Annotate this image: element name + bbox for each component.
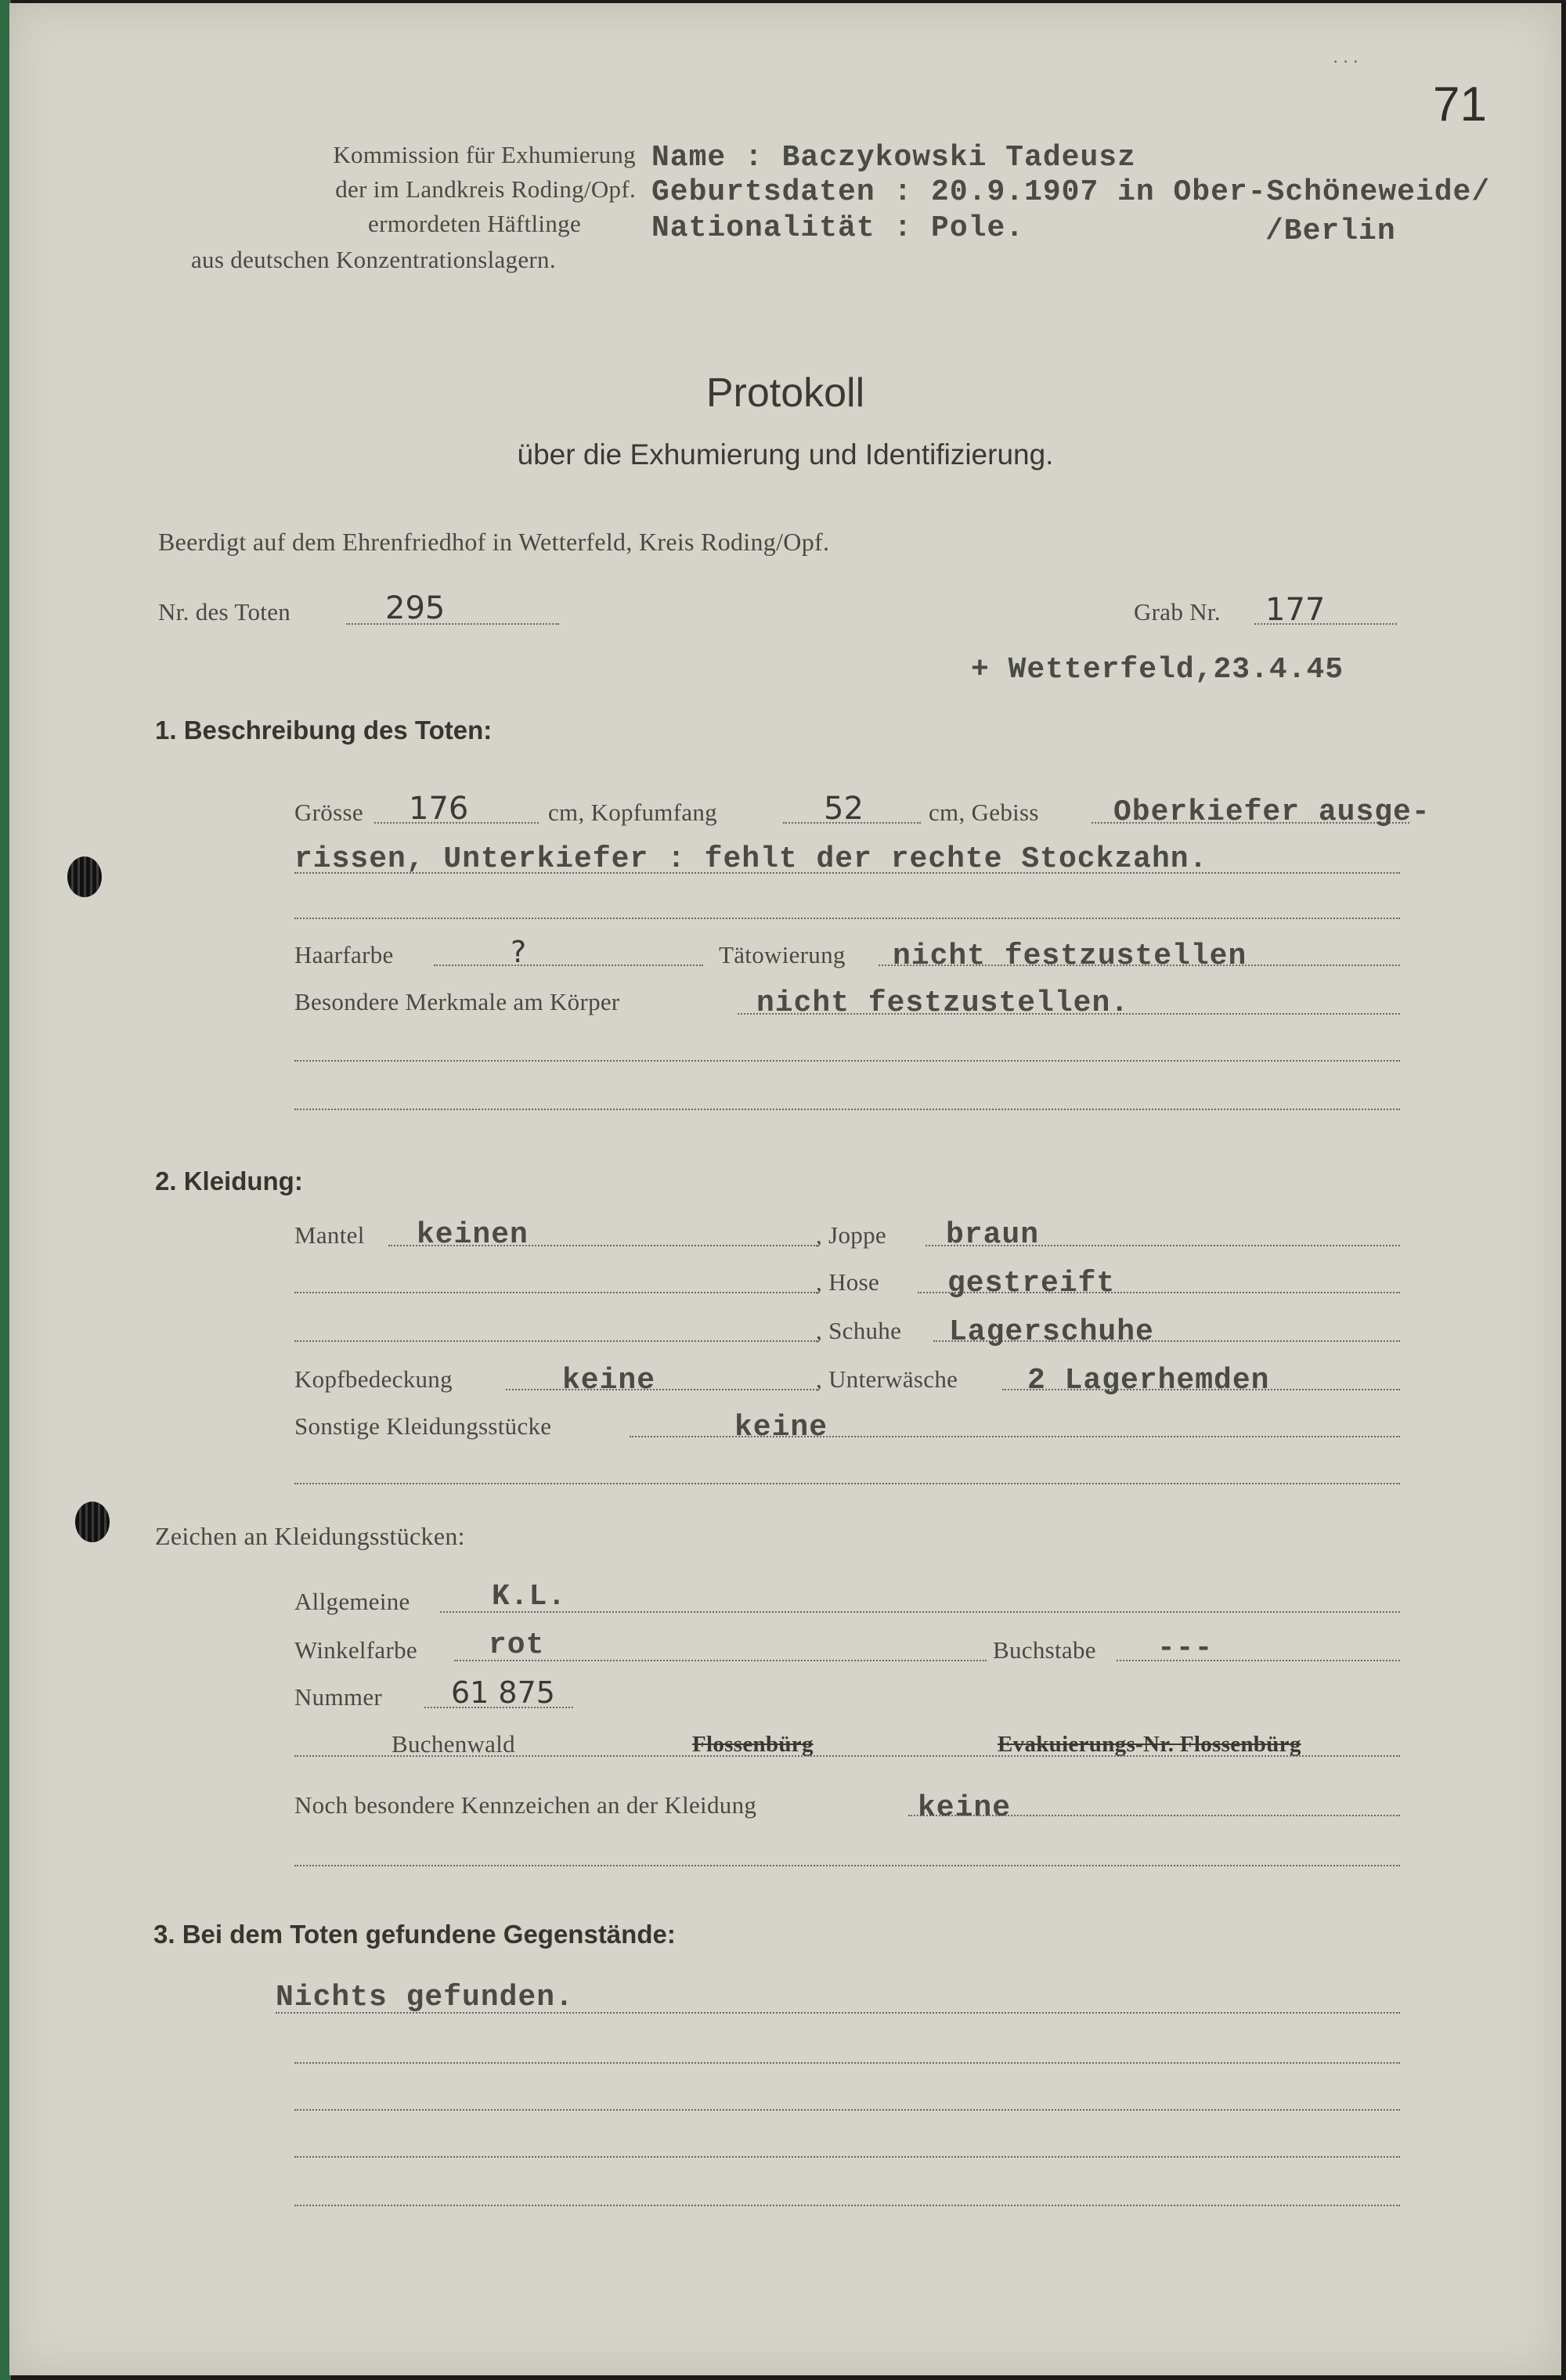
headwear-value: keine — [562, 1364, 656, 1397]
marks-section-heading: Zeichen an Kleidungsstücken: — [155, 1522, 465, 1550]
trousers-value: gestreift — [947, 1267, 1116, 1300]
underwear-label: , Unterwäsche — [816, 1365, 958, 1393]
coat-label: Mantel — [294, 1221, 365, 1249]
camp-buchenwald: Buchenwald — [392, 1730, 515, 1758]
general-value: K.L. — [492, 1580, 567, 1614]
head-value: 52 — [824, 791, 864, 827]
other-clothes-label: Sonstige Kleidungsstücke — [294, 1412, 552, 1440]
shoes-blank — [294, 1340, 817, 1342]
size-label: Grösse — [294, 799, 363, 826]
punch-hole-lower — [75, 1502, 110, 1542]
blank-line-4 — [294, 1483, 1400, 1484]
teeth-value-2: rissen, Unterkiefer : fehlt der rechte Stockzahn. — [294, 842, 1208, 876]
page-number: 71 — [1433, 78, 1487, 132]
camp-line — [294, 1755, 1400, 1757]
tattoo-label: Tätowierung — [719, 941, 846, 968]
dead-number-line — [346, 623, 559, 625]
blank-line-5 — [294, 1865, 1400, 1866]
triangle-label: Winkelfarbe — [294, 1636, 417, 1664]
letter-label: Buchstabe — [993, 1636, 1096, 1664]
found-value: Nichts gefunden. — [276, 1981, 574, 2014]
blank-line-2 — [294, 1060, 1400, 1062]
trousers-label: , Hose — [816, 1268, 880, 1296]
triangle-value: rot — [489, 1628, 545, 1662]
grave-value: 177 — [1265, 592, 1326, 628]
jacket-value: braun — [946, 1218, 1040, 1252]
section2-heading: 2. Kleidung: — [155, 1167, 303, 1195]
teeth-value-1: Oberkiefer ausge- — [1113, 795, 1431, 829]
underwear-value: 2 Lagerhemden — [1027, 1364, 1270, 1397]
document-sheet — [9, 3, 1561, 2375]
general-line — [440, 1611, 1400, 1613]
tattoo-value: nicht festzustellen — [893, 939, 1247, 973]
trousers-blank — [294, 1292, 817, 1293]
headwear-line — [506, 1389, 817, 1390]
nationality-line: Nationalität : Pole. — [651, 211, 1025, 245]
blank-line-1 — [294, 918, 1400, 919]
commission-line-3: ermordeten Häftlinge — [368, 210, 581, 237]
other-clothes-value: keine — [734, 1411, 828, 1444]
name-line: Name : Baczykowski Tadeusz — [651, 141, 1136, 175]
number-value: 61 875 — [451, 1675, 555, 1710]
number-label: Nummer — [294, 1683, 382, 1711]
commission-line-2: der im Landkreis Roding/Opf. — [335, 175, 636, 203]
cm-label-1: cm, Kopfumfang — [548, 799, 717, 826]
jacket-label: , Joppe — [816, 1221, 886, 1249]
general-label: Allgemeine — [294, 1588, 410, 1615]
margin-dots: · · · — [1333, 52, 1359, 71]
marks-value: nicht festzustellen. — [756, 986, 1130, 1020]
coat-value: keinen — [417, 1218, 529, 1252]
marks-label: Besondere Merkmale am Körper — [294, 988, 620, 1015]
berlin-line: /Berlin — [1265, 215, 1396, 248]
special-marks-value: keine — [918, 1791, 1012, 1825]
burial-line: Beerdigt auf dem Ehrenfriedhof in Wetterfeld, Kreis Roding/Opf. — [158, 528, 830, 556]
letter-value: --- — [1157, 1632, 1214, 1665]
found-line-4 — [294, 2156, 1400, 2158]
death-note: + Wetterfeld,23.4.45 — [971, 653, 1344, 687]
commission-line-4: aus deutschen Konzentrationslagern. — [191, 246, 556, 273]
cm-label-2: cm, Gebiss — [929, 799, 1039, 826]
hair-value: ? — [511, 935, 527, 969]
camp-evacuation-number: Evakuierungs-Nr. Flossenbürg — [998, 1732, 1301, 1757]
grave-label: Grab Nr. — [1134, 598, 1221, 626]
camp-flossenbuerg: Flossenbürg — [692, 1732, 814, 1757]
document-subtitle: über die Exhumierung und Identifizierung. — [517, 438, 1054, 471]
special-marks-label: Noch besondere Kennzeichen an der Kleidung — [294, 1791, 757, 1819]
dead-number-label: Nr. des Toten — [158, 598, 291, 626]
size-value: 176 — [409, 791, 469, 827]
found-line-2 — [294, 2062, 1400, 2064]
punch-hole-upper — [67, 856, 102, 897]
blank-line-3 — [294, 1109, 1400, 1110]
hair-label: Haarfarbe — [294, 941, 394, 968]
headwear-label: Kopfbedeckung — [294, 1365, 453, 1393]
hair-line — [434, 965, 703, 966]
section3-heading: 3. Bei dem Toten gefundene Gegenstände: — [153, 1920, 676, 1949]
found-line-5 — [294, 2205, 1400, 2206]
section1-heading: 1. Beschreibung des Toten: — [155, 716, 493, 745]
commission-line-1: Kommission für Exhumierung — [333, 141, 636, 168]
shoes-label: , Schuhe — [816, 1317, 902, 1344]
birth-line: Geburtsdaten : 20.9.1907 in Ober-Schöneweide/ — [651, 175, 1491, 209]
found-line-3 — [294, 2109, 1400, 2111]
document-title: Protokoll — [705, 370, 865, 416]
dead-number-value: 295 — [385, 590, 446, 626]
shoes-value: Lagerschuhe — [949, 1315, 1154, 1349]
